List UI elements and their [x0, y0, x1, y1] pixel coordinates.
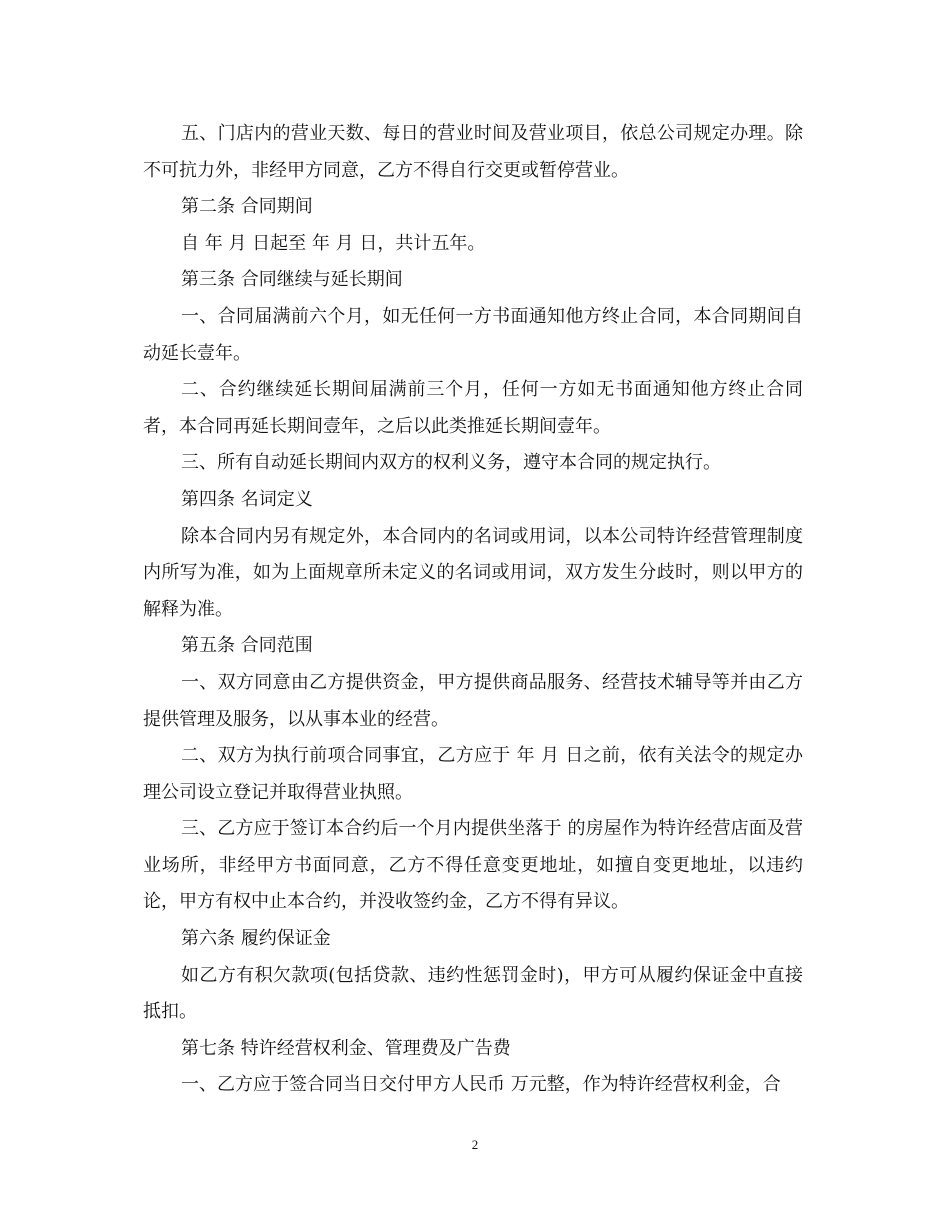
paragraph-extension-rights: 三、所有自动延长期间内双方的权利义务，遵守本合同的规定执行。 [181, 452, 721, 474]
heading-article-6: 第六条 履约保证金 [181, 928, 331, 950]
paragraph-deposit: 如乙方有积欠款项(包括贷款、违约性惩罚金时)，甲方可从履约保证金中直接抵扣。 [143, 964, 803, 1023]
paragraph-extension-renewal: 二、合约继续延长期间届满前三个月，任何一方如无书面通知他方终止合同者，本合同再延长期间壹年，之后以此类推延长期间壹年。 [143, 379, 803, 437]
paragraph-contract-period: 自 年 月 日起至 年 月 日，共计五年。 [181, 232, 486, 254]
heading-article-4: 第四条 名词定义 [181, 488, 313, 510]
heading-article-3: 第三条 合同继续与延长期间 [181, 269, 403, 291]
paragraph-franchise-fee: 一、乙方应于签合同当日交付甲方人民币 万元整，作为特许经营权利金，合 [181, 1074, 781, 1096]
heading-article-5: 第五条 合同范围 [181, 635, 313, 657]
paragraph-store-hours: 五、门店内的营业天数、每日的营业时间及营业项目，依总公司规定办理。除不可抗力外，非经甲方同意，乙方不得自行交更或暂停营业。 [143, 123, 803, 181]
paragraph-scope-funding: 一、双方同意由乙方提供资金，甲方提供商品服务、经营技术辅导等并由乙方提供管理及服务，以从事本业的经营。 [143, 671, 803, 730]
heading-article-2: 第二条 合同期间 [181, 196, 313, 218]
paragraph-scope-registration: 二、双方为执行前项合同事宜，乙方应于 年 月 日之前，依有关法令的规定办理公司设立登记并取得营业执照。 [143, 745, 803, 803]
heading-article-7: 第七条 特许经营权利金、管理费及广告费 [181, 1037, 511, 1059]
page-number: 2 [471, 1137, 479, 1152]
paragraph-auto-extension: 一、合同届满前六个月，如无任何一方书面通知他方终止合同，本合同期间自动延长壹年。 [143, 305, 803, 364]
document-body [143, 116, 803, 1104]
paragraph-scope-premises: 三、乙方应于签订本合约后一个月内提供坐落于 的房屋作为特许经营店面及营业场所，非经甲方书面同意，乙方不得任意变更地址，如擅自变更地址，以违约论，甲方有权中止本合约，并没收签约金，乙方不得有异议。 [143, 818, 803, 913]
paragraph-definitions: 除本合同内另有规定外，本合同内的名词或用词，以本公司特许经营管理制度内所写为准，如为上面规章所未定义的名词或用词，双方发生分歧时，则以甲方的解释为准。 [143, 525, 803, 620]
